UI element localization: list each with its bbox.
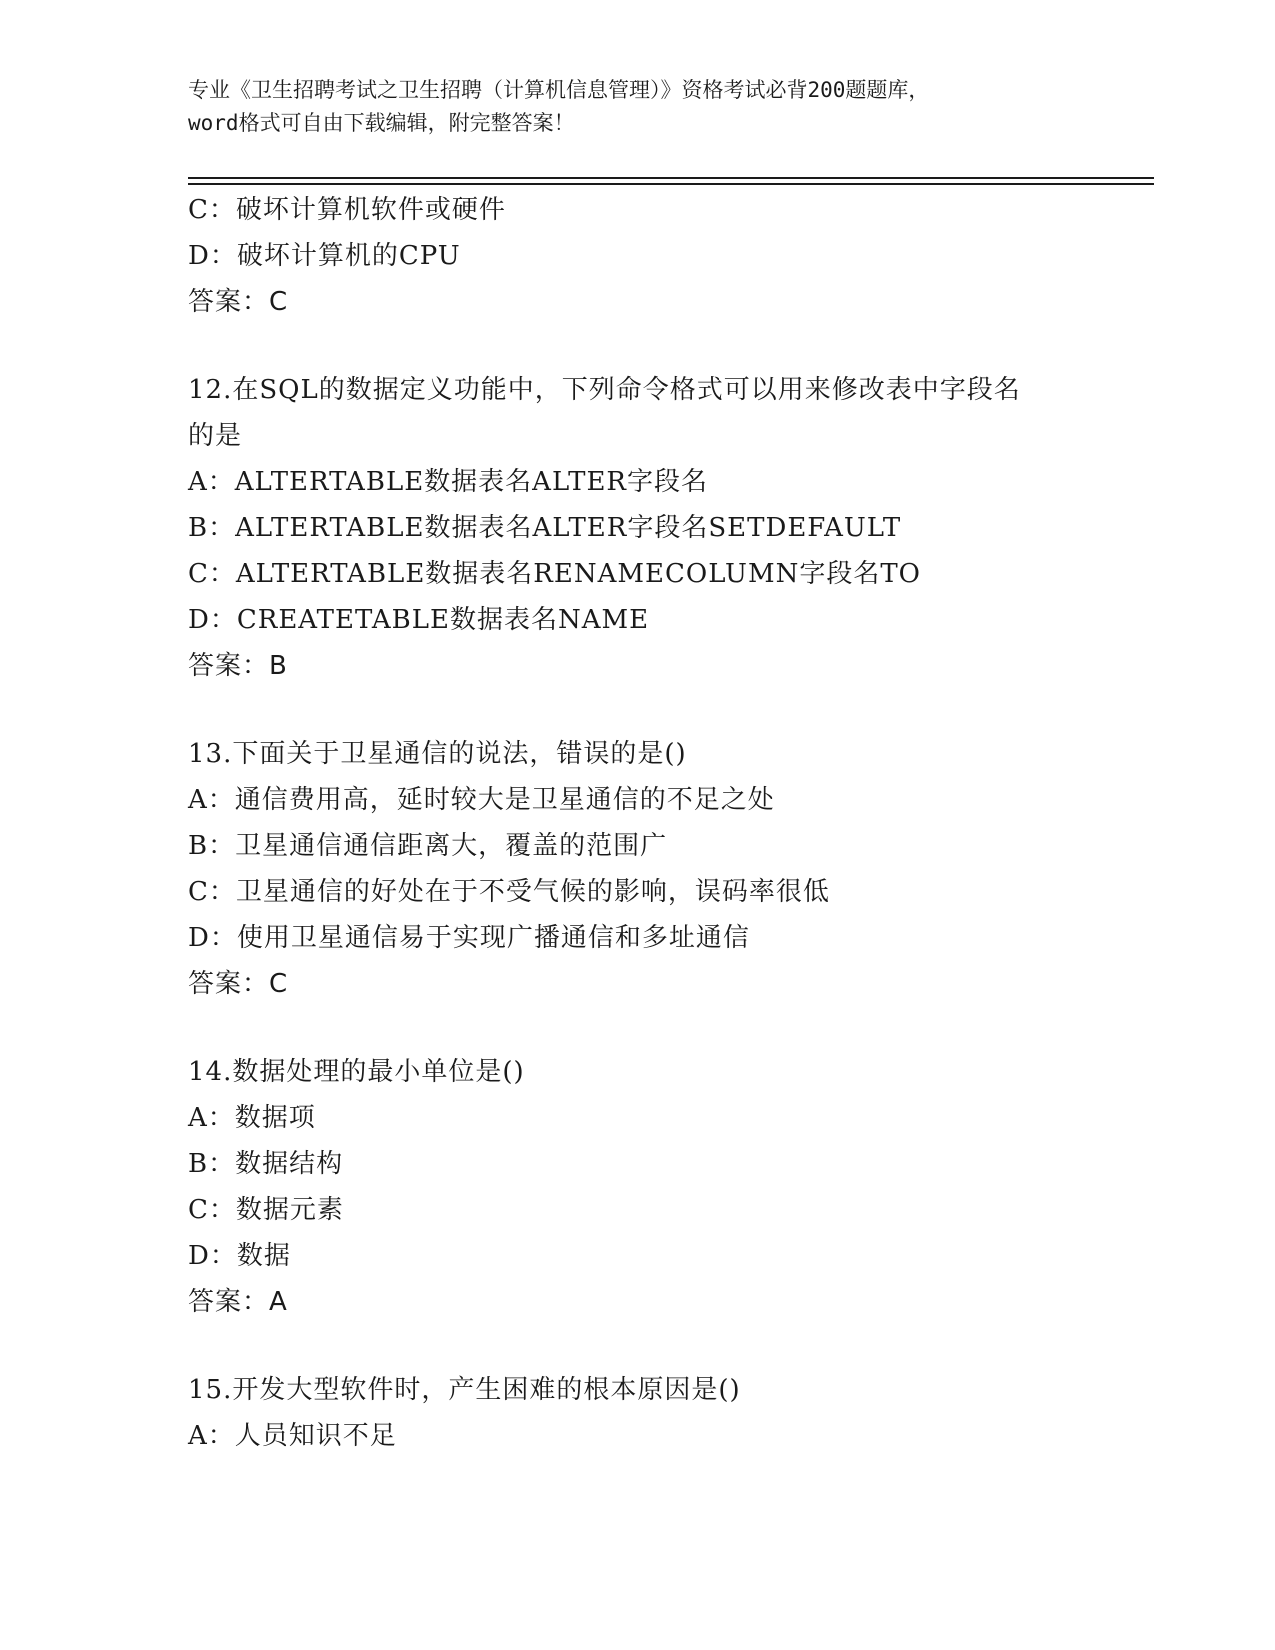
option-a: A：ALTERTABLE数据表名ALTER字段名 — [188, 467, 709, 497]
question-11-continued — [188, 187, 1088, 325]
option-b: B：卫星通信通信距离大，覆盖的范围广 — [188, 831, 668, 861]
option-a: A：通信费用高，延时较大是卫星通信的不足之处 — [188, 785, 775, 815]
option-c: C：数据元素 — [188, 1195, 344, 1225]
question-15 — [188, 1367, 1088, 1459]
question-stem: 12.在SQL的数据定义功能中，下列命令格式可以用来修改表中字段名 — [188, 375, 1021, 405]
document-header — [188, 74, 1088, 140]
spacer — [188, 325, 1088, 367]
spacer — [188, 689, 1088, 731]
spacer — [188, 1325, 1088, 1367]
answer-line: 答案：C — [188, 969, 289, 999]
answer-line: 答案：A — [188, 1287, 288, 1317]
header-divider-top — [188, 177, 1154, 179]
question-stem: 14.数据处理的最小单位是() — [188, 1057, 525, 1087]
spacer — [188, 1007, 1088, 1049]
option-a: A：数据项 — [188, 1103, 316, 1133]
option-d: D：使用卫星通信易于实现广播通信和多址通信 — [188, 923, 750, 953]
option-b: B：数据结构 — [188, 1149, 344, 1179]
question-content — [188, 187, 1088, 1459]
answer-line: 答案：B — [188, 651, 288, 681]
question-14 — [188, 1049, 1088, 1325]
option-c: C：破坏计算机软件或硬件 — [188, 195, 506, 225]
option-d: D：破坏计算机的CPU — [188, 241, 461, 271]
option-d: D：数据 — [188, 1241, 291, 1271]
question-stem-continued: 的是 — [188, 421, 243, 451]
option-d: D：CREATETABLE数据表名NAME — [188, 605, 650, 635]
answer-line: 答案：C — [188, 287, 289, 317]
option-c: C：卫星通信的好处在于不受气候的影响，误码率很低 — [188, 877, 830, 907]
option-c: C：ALTERTABLE数据表名RENAMECOLUMN字段名TO — [188, 559, 921, 589]
question-13 — [188, 731, 1088, 1007]
question-stem: 13.下面关于卫星通信的说法，错误的是() — [188, 739, 687, 769]
header-line-2: word格式可自由下载编辑，附完整答案！ — [188, 111, 575, 135]
option-a: A：人员知识不足 — [188, 1421, 397, 1451]
option-b: B：ALTERTABLE数据表名ALTER字段名SETDEFAULT — [188, 513, 902, 543]
question-stem: 15.开发大型软件时，产生困难的根本原因是() — [188, 1375, 741, 1405]
header-divider-bottom — [188, 183, 1154, 185]
header-line-1: 专业《卫生招聘考试之卫生招聘（计算机信息管理）》资格考试必背200题题库， — [188, 78, 930, 102]
question-12 — [188, 367, 1088, 689]
